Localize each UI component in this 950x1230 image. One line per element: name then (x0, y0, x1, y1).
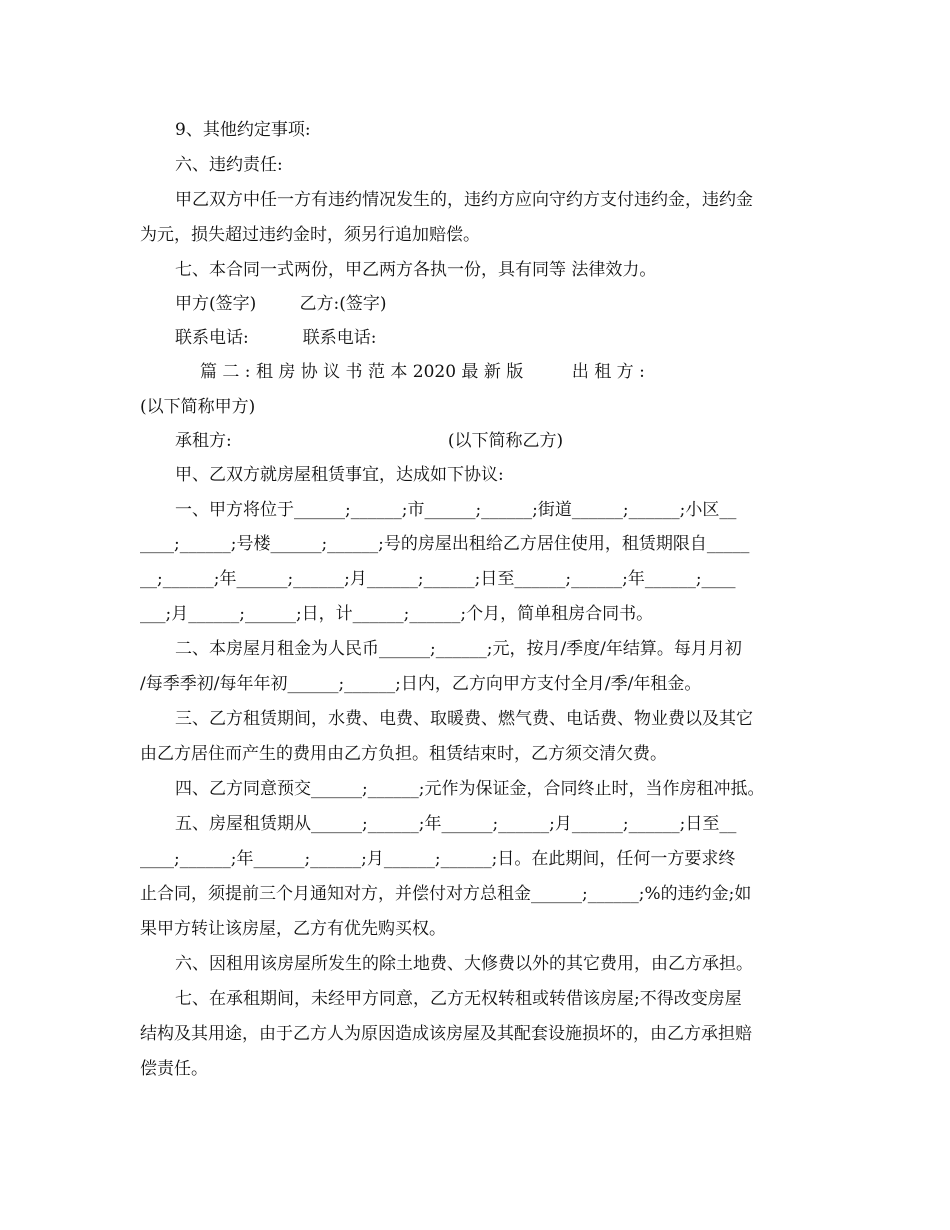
text-line: 七、在承租期间，未经甲方同意，乙方无权转租或转借该房屋;不得改变房屋 (175, 989, 742, 1009)
text-line: 结构及其用途，由于乙方人为原因造成该房屋及其配套设施损坏的，由乙方承担赔 (140, 1024, 752, 1044)
text-line: 二、本房屋月租金为人民币______;______;元，按月/季度/年结算。每月月初 (175, 639, 742, 659)
text-line: ___;月______;______;日，计______;______;个月，简单租房合同书。 (140, 604, 654, 624)
text-line: 六、因租用该房屋所发生的除土地费、大修费以外的其它费用，由乙方承担。 (175, 954, 753, 974)
text-line: 承租方: (以下简称乙方) (175, 431, 564, 451)
text-line: ____;______;年______;______;月______;______;日。在此期间，任何一方要求终 (140, 849, 736, 869)
text-line: 七、本合同一式两份，甲乙两方各执一份，具有同等 法律效力。 (175, 260, 657, 280)
text-line: 甲乙双方中任一方有违约情况发生的，违约方应向守约方支付违约金，违约金 (175, 190, 753, 210)
text-line: 止合同，须提前三个月通知对方，并偿付对方总租金______;______;%的违约金;如 (140, 884, 752, 904)
text-line: (以下简称甲方) (140, 397, 256, 417)
text-line: 由乙方居住而产生的费用由乙方负担。租赁结束时，乙方须交清欠费。 (140, 744, 667, 764)
text-line: 9、其他约定事项: (175, 120, 311, 140)
text-line: 四、乙方同意预交______;______;元作为保证金，合同终止时，当作房租冲抵。 (175, 779, 765, 799)
text-line: 果甲方转让该房屋，乙方有优先购买权。 (140, 919, 446, 939)
text-line: 五、房屋租赁期从______;______;年______;______;月______;______;日至__ (175, 814, 737, 834)
text-line: 联系电话: 联系电话: (175, 328, 377, 348)
text-line: 为元，损失超过违约金时，须另行追加赔偿。 (140, 225, 480, 245)
text-line: 三、乙方租赁期间，水费、电费、取暖费、燃气费、电话费、物业费以及其它 (175, 709, 753, 729)
text-line: /每季季初/每年年初______;______;日内，乙方向甲方支付全月/季/年租金。 (140, 674, 702, 694)
text-line: 偿责任。 (140, 1059, 208, 1079)
text-line: ____;______;号楼______;______;号的房屋出租给乙方居住使用，租赁期限自_____ (140, 534, 750, 554)
text-line: 篇 二 : 租 房 协 议 书 范 本 2020 最 新 版 出 租 方 : (200, 362, 645, 382)
text-line: __;______;年______;______;月______;______;日至______;______;年______;____ (140, 569, 736, 589)
text-line: 六、违约责任: (175, 155, 283, 175)
text-line: 甲、乙双方就房屋租赁事宜，达成如下协议: (175, 465, 504, 485)
text-line: 一、甲方将位于______;______;市______;______;街道______;______;小区__ (175, 500, 737, 520)
text-line: 甲方(签字) 乙方:(签字) (175, 294, 387, 314)
